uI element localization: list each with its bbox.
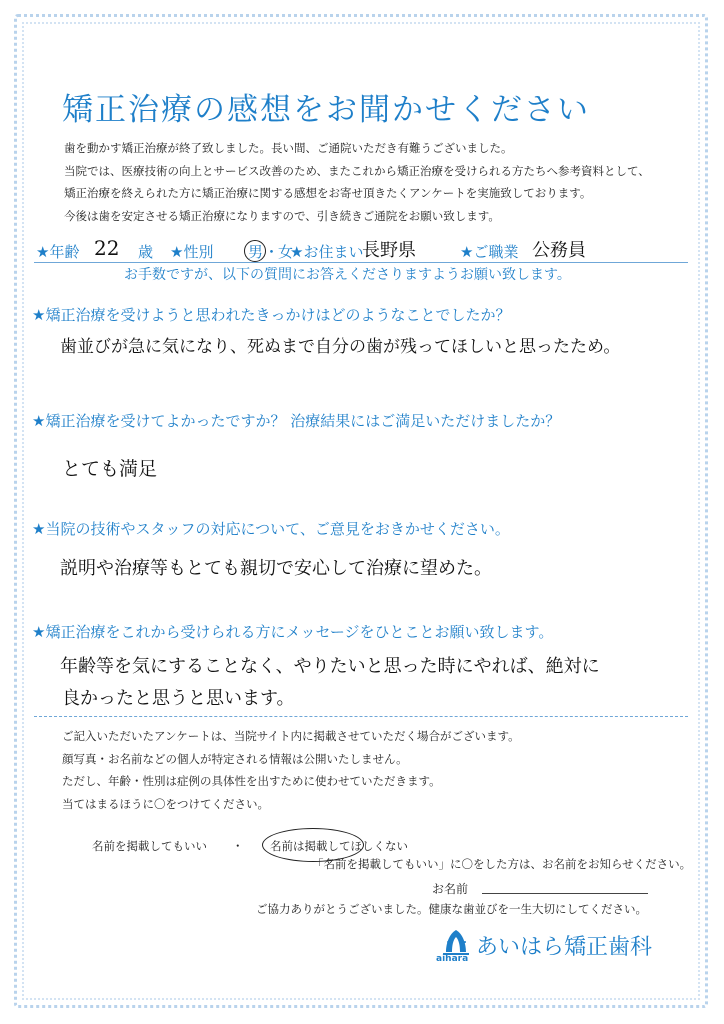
thanks-text: ご協力ありがとうございました。健康な歯並びを一生大切にしてください。 — [256, 902, 647, 916]
answer-1: 歯並びが急に気になり、死ぬまで自分の歯が残ってほしいと思ったため。 — [60, 337, 621, 357]
address-value: 長野県 — [362, 240, 416, 261]
gender-female: 女 — [278, 243, 294, 261]
intro-line-3: 矯正治療を終えられた方に矯正治療に関する感想をお寄せ頂きたくアンケートを実施致しております。 — [64, 186, 592, 200]
question-1: ★矯正治療を受けようと思われたきっかけはどのようなことでしたか？ — [32, 306, 511, 324]
name-underline — [482, 893, 648, 894]
age-label: ★年齢 — [36, 243, 80, 261]
gender-circle-mark — [244, 240, 266, 262]
note-line-3: ただし、年齢・性別は症例の具体性を出すために使わせていただきます。 — [62, 774, 441, 788]
address-label: ★お住まい — [290, 243, 364, 261]
request-text: お手数ですが、以下の質問にお答えくださりますようお願い致します。 — [124, 267, 571, 283]
note-line-1: ご記入いただいたアンケートは、当院サイト内に掲載させていただく場合がございます。 — [62, 729, 520, 743]
answer-3: 説明や治療等もとても親切で安心して治療に望めた。 — [60, 558, 492, 579]
consent-option-yes[interactable]: 名前を掲載してもいい — [92, 839, 207, 853]
question-4: ★矯正治療をこれから受けられる方にメッセージをひとことお願い致します。 — [32, 623, 554, 641]
note-line-2: 顔写真・お名前などの個人が特定される情報は公開いたしません。 — [62, 752, 408, 766]
answer-2: とても満足 — [62, 458, 158, 480]
page-title: 矯正治療の感想をお聞かせください — [62, 92, 590, 128]
job-label: ★ご職業 — [460, 243, 519, 261]
gender-separator: ・ — [264, 243, 280, 261]
age-unit: 歳 — [138, 243, 154, 261]
intro-line-1: 歯を動かす矯正治療が終了致しました。長い間、ご通院いただき有難うございました。 — [64, 141, 513, 155]
answer-4-line-1: 年齢等を気にすることなく、やりたいと思った時にやれば、絶対に — [60, 656, 600, 677]
profile-underline — [34, 262, 688, 263]
tooth-logo-icon — [440, 924, 472, 958]
question-3: ★当院の技術やスタッフの対応について、ご意見をおきかせください。 — [32, 520, 510, 538]
clinic-romaji: aihara — [436, 954, 469, 964]
name-request-note: 「名前を掲載してもいい」に〇をした方は、お名前をお知らせください。 — [312, 857, 692, 871]
question-2: ★矯正治療を受けてよかったですか？ 治療結果にはご満足いただけましたか？ — [32, 412, 561, 430]
gender-male: 男 — [248, 243, 264, 261]
consent-separator: ・ — [232, 839, 244, 853]
clinic-name: あいはら矯正歯科 — [476, 935, 653, 960]
gender-label: ★性別 — [170, 243, 214, 261]
intro-line-2: 当院では、医療技術の向上とサービス改善のため、またこれから矯正治療を受けられる方たちへ参考資料として、 — [64, 164, 650, 178]
note-line-4: 当てはまるほうに〇をつけてください。 — [62, 797, 269, 811]
answer-4-line-2: 良かったと思うと思います。 — [62, 688, 295, 709]
job-value: 公務員 — [532, 240, 586, 261]
name-label: お名前 — [432, 882, 469, 896]
intro-line-4: 今後は歯を安定させる矯正治療になりますので、引き続きご通院をお願い致します。 — [64, 209, 500, 223]
consent-option-no[interactable]: 名前は掲載してほしくない — [270, 839, 408, 853]
section-divider — [34, 716, 688, 717]
age-value: 22 — [94, 236, 120, 260]
